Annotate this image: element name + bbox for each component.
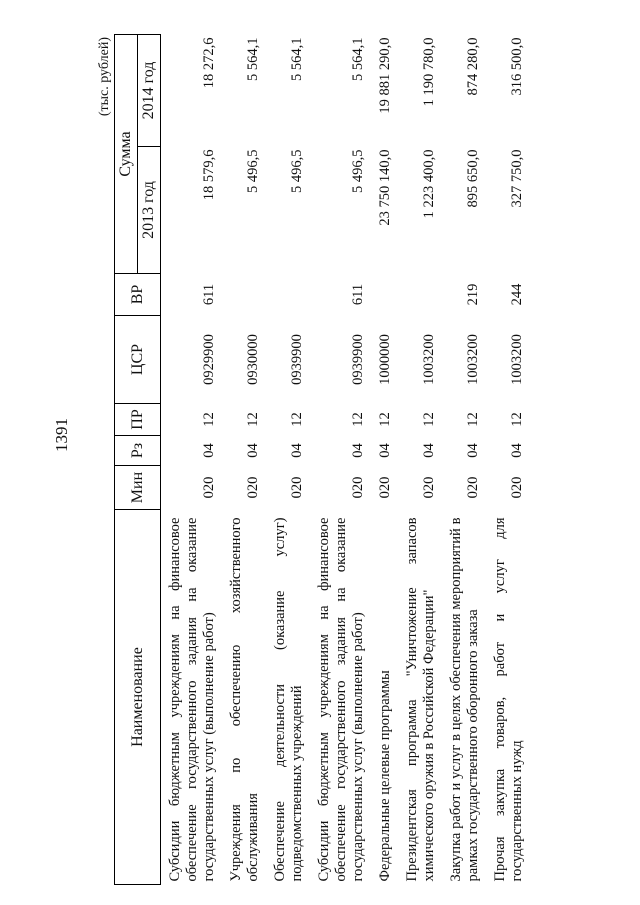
row-rz: 04 bbox=[245, 443, 261, 458]
row-min: 020 bbox=[350, 476, 366, 499]
row-sum-2013: 5 496,5 bbox=[350, 149, 366, 193]
row-vr: 611 bbox=[201, 283, 217, 306]
row-min: 020 bbox=[377, 476, 393, 499]
row-name: Субсидии бюджетным учреждениям на финансовое обеспечение государственного задания на оказание государственных услуг (выполнение работ) bbox=[316, 517, 366, 882]
row-min: 020 bbox=[421, 476, 437, 499]
row-csr: 0939900 bbox=[289, 334, 305, 385]
table-row bbox=[371, 35, 398, 885]
header-vr: ВР bbox=[115, 274, 161, 316]
row-sum-2014: 1 190 780,0 bbox=[421, 37, 437, 107]
row-vr bbox=[222, 274, 266, 316]
row-name: Субсидии бюджетным учреждениям на финансовое обеспечение государственного задания на оказание государственных услуг (выполнение работ) bbox=[167, 517, 217, 882]
table-row bbox=[222, 35, 266, 885]
row-pr: 12 bbox=[377, 412, 393, 427]
table-row bbox=[486, 35, 530, 885]
row-vr bbox=[398, 274, 442, 316]
header-2014: 2014 год bbox=[138, 35, 161, 147]
header-2013: 2013 год bbox=[138, 147, 161, 274]
page-number: 1391 bbox=[52, 418, 71, 452]
units-note: (тыс. рублей) bbox=[97, 37, 112, 117]
table-row bbox=[398, 35, 442, 885]
table-row bbox=[266, 35, 310, 885]
row-sum-2014: 316 500,0 bbox=[509, 37, 525, 96]
row-rz: 04 bbox=[509, 443, 525, 458]
row-rz: 04 bbox=[350, 443, 366, 458]
row-pr: 12 bbox=[201, 412, 217, 427]
row-vr: 244 bbox=[509, 283, 525, 306]
row-csr: 1000000 bbox=[377, 334, 393, 385]
row-rz: 04 bbox=[201, 443, 217, 458]
row-min: 020 bbox=[289, 476, 305, 499]
row-sum-2013: 895 650,0 bbox=[465, 149, 481, 208]
row-pr: 12 bbox=[245, 412, 261, 427]
row-sum-2013: 1 223 400,0 bbox=[421, 149, 437, 219]
budget-table bbox=[114, 34, 530, 885]
row-csr: 1003200 bbox=[465, 334, 481, 385]
row-sum-2014: 5 564,1 bbox=[289, 37, 305, 81]
row-min: 020 bbox=[465, 476, 481, 499]
row-pr: 12 bbox=[350, 412, 366, 427]
row-name: Президентская программа "Уничтожение запасов химического оружия в Российской Федерации" bbox=[404, 517, 437, 882]
header-name: Наименование bbox=[115, 510, 161, 885]
table-row bbox=[442, 35, 486, 885]
row-vr bbox=[371, 274, 398, 316]
row-sum-2013: 5 496,5 bbox=[289, 149, 305, 193]
row-rz: 04 bbox=[465, 443, 481, 458]
row-vr: 219 bbox=[465, 283, 481, 306]
row-sum-2013: 5 496,5 bbox=[245, 149, 261, 193]
header-csr: ЦСР bbox=[115, 316, 161, 404]
row-rz: 04 bbox=[421, 443, 437, 458]
row-name: Учреждения по обеспечению хозяйственного обслуживания bbox=[228, 517, 261, 882]
row-csr: 0929900 bbox=[201, 334, 217, 385]
table-row bbox=[310, 35, 371, 885]
row-sum-2014: 5 564,1 bbox=[245, 37, 261, 81]
row-name: Федеральные целевые программы bbox=[377, 670, 393, 882]
header-rz: Рз bbox=[115, 436, 161, 466]
row-sum-2014: 19 881 290,0 bbox=[377, 37, 393, 114]
rotated-page-content bbox=[96, 35, 576, 885]
row-name: Закупка работ и услуг в целях обеспечения мероприятий в рамках государственного оборонного заказа bbox=[448, 517, 481, 882]
row-rz: 04 bbox=[289, 443, 305, 458]
row-sum-2013: 327 750,0 bbox=[509, 149, 525, 208]
table-row bbox=[161, 35, 223, 885]
row-csr: 0939900 bbox=[350, 334, 366, 385]
row-vr: 611 bbox=[350, 283, 366, 306]
row-sum-2014: 5 564,1 bbox=[350, 37, 366, 81]
header-pr: ПР bbox=[115, 404, 161, 436]
row-sum-2014: 18 272,6 bbox=[201, 37, 217, 89]
row-pr: 12 bbox=[289, 412, 305, 427]
row-min: 020 bbox=[509, 476, 525, 499]
header-sum: Сумма bbox=[115, 35, 138, 274]
row-sum-2013: 18 579,6 bbox=[201, 149, 217, 201]
row-sum-2013: 23 750 140,0 bbox=[377, 149, 393, 226]
row-min: 020 bbox=[245, 476, 261, 499]
row-csr: 1003200 bbox=[509, 334, 525, 385]
header-min: Мин bbox=[115, 466, 161, 510]
row-rz: 04 bbox=[377, 443, 393, 458]
row-csr: 1003200 bbox=[421, 334, 437, 385]
row-name: Прочая закупка товаров, работ и услуг для государственных нужд bbox=[492, 517, 525, 882]
row-vr bbox=[266, 274, 310, 316]
row-min: 020 bbox=[201, 476, 217, 499]
row-pr: 12 bbox=[509, 412, 525, 427]
row-pr: 12 bbox=[421, 412, 437, 427]
row-pr: 12 bbox=[465, 412, 481, 427]
row-csr: 0930000 bbox=[245, 334, 261, 385]
row-sum-2014: 874 280,0 bbox=[465, 37, 481, 96]
row-name: Обеспечение деятельности (оказание услуг) подведомственных учреждений bbox=[272, 517, 305, 882]
